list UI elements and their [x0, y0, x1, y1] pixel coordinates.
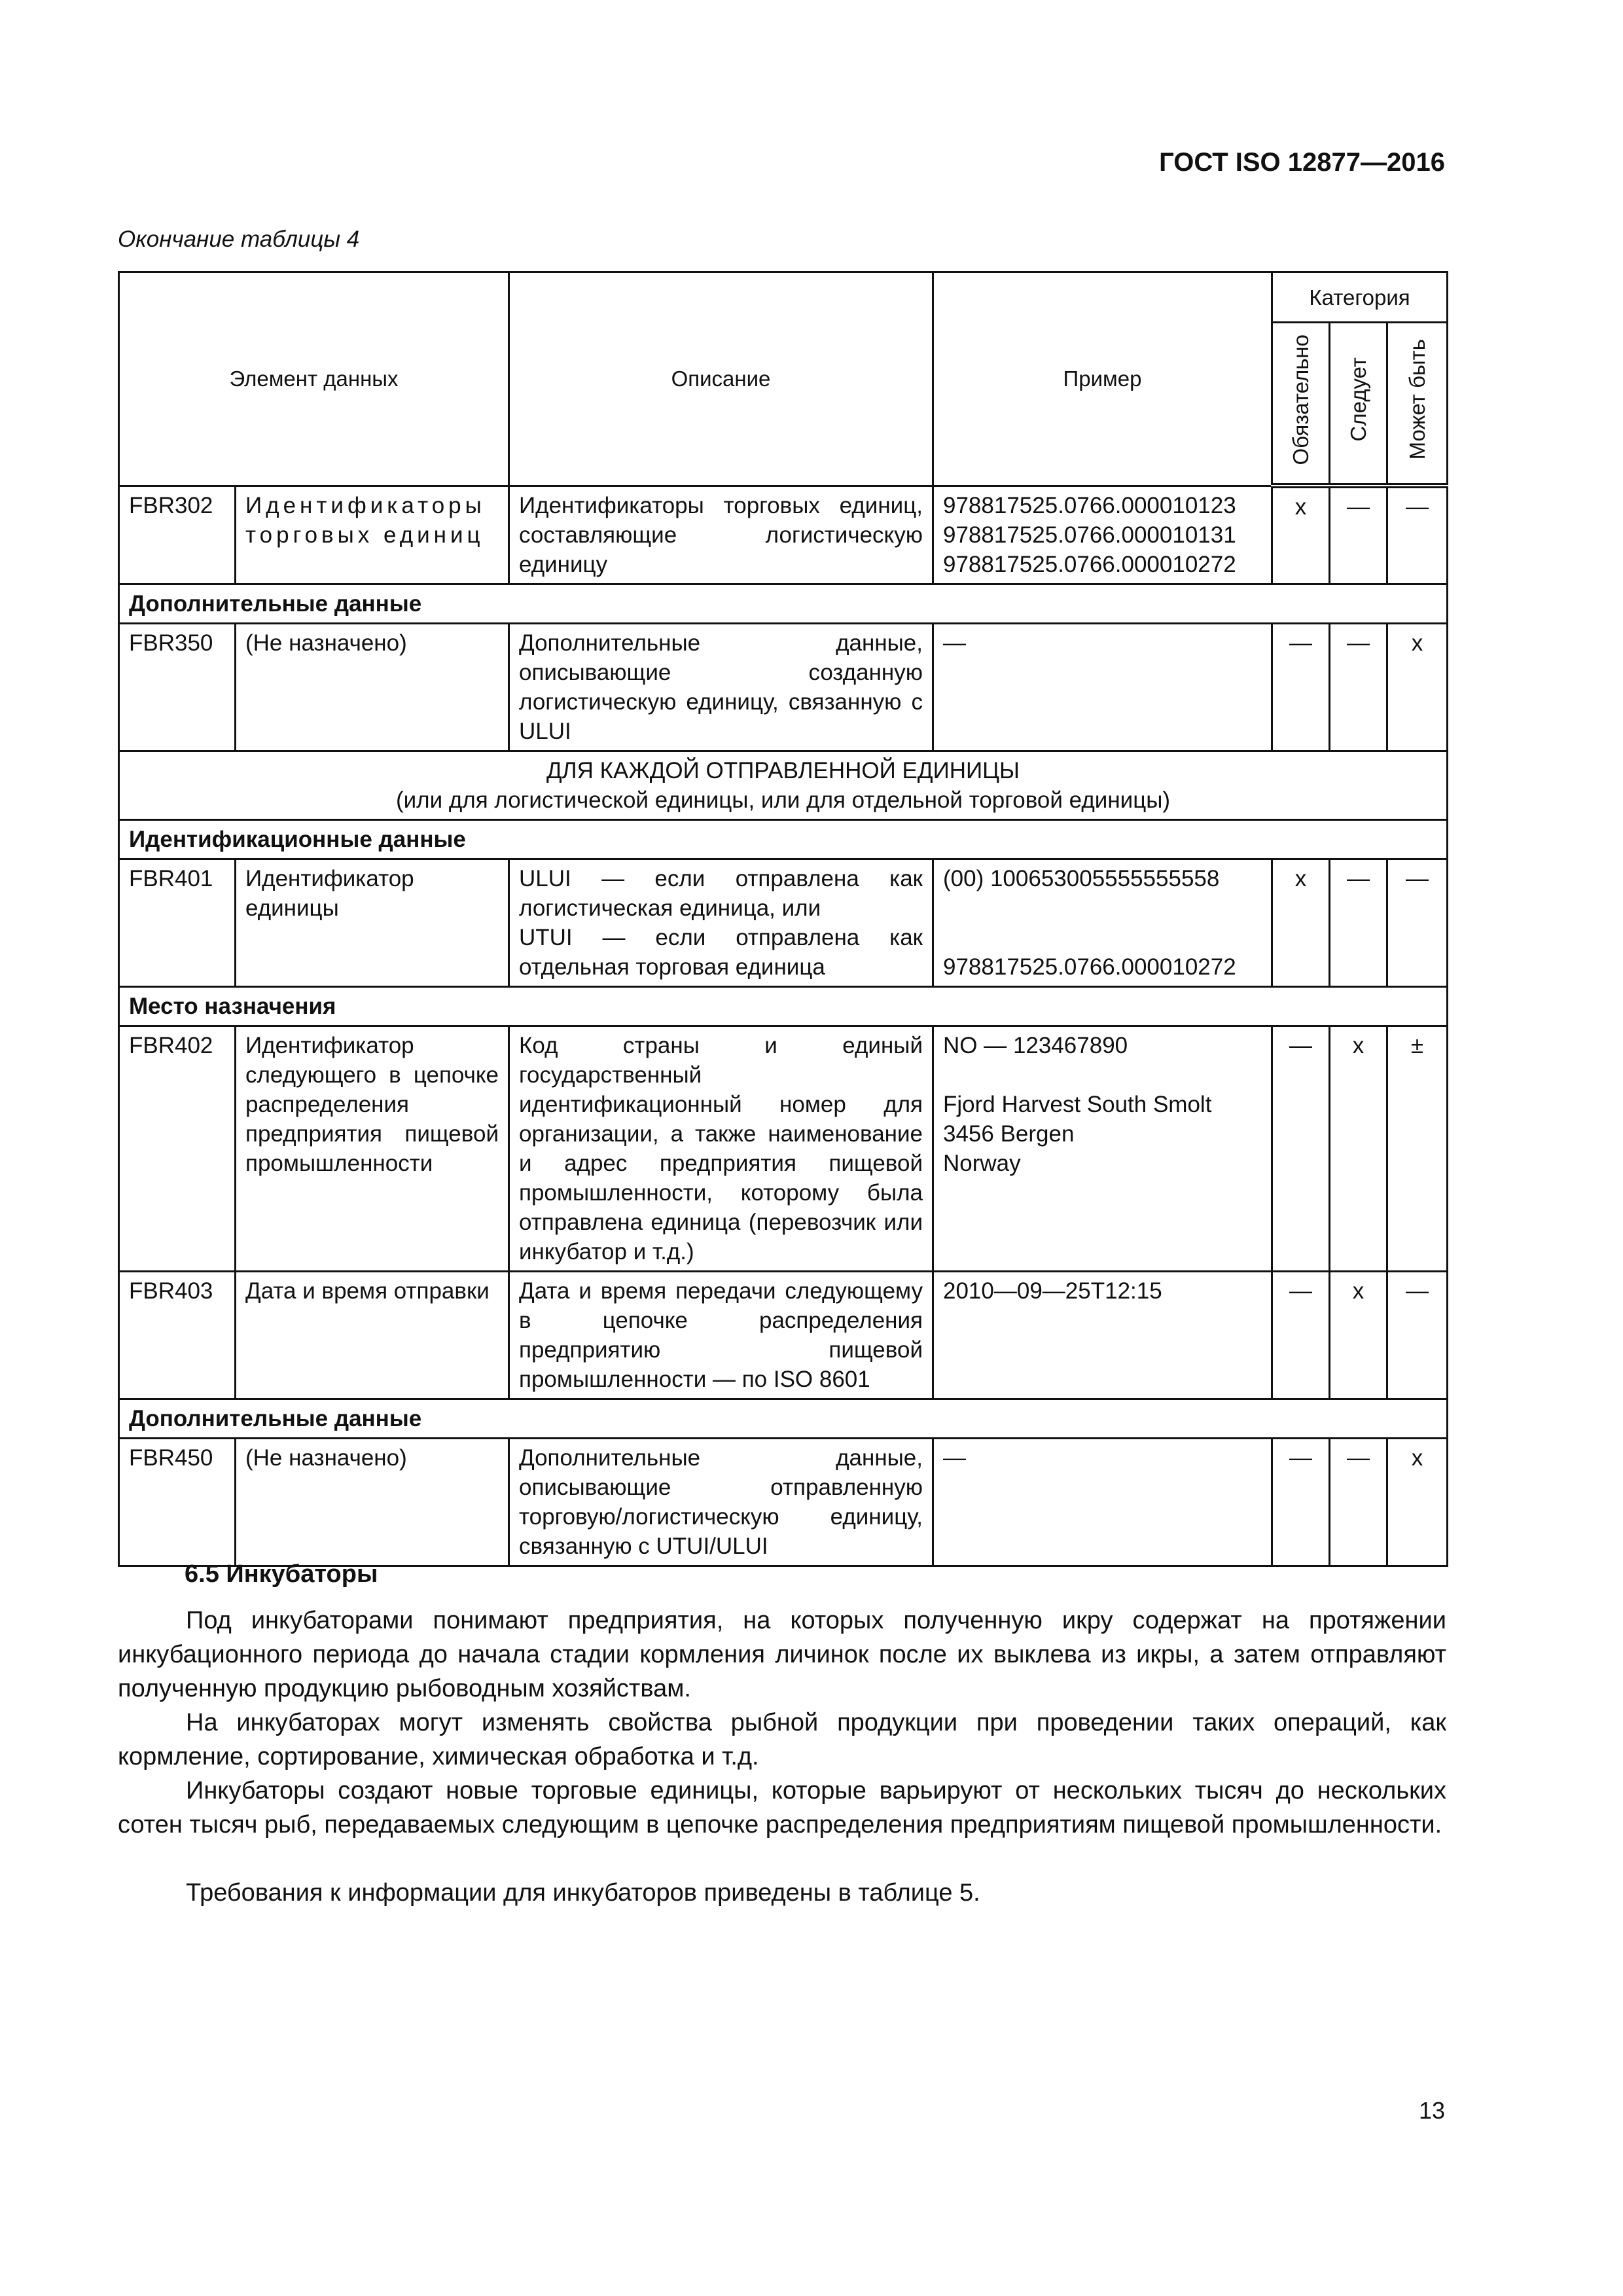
row-code: FBR402: [119, 1026, 236, 1271]
row-should: x: [1330, 1271, 1387, 1399]
row-description: Дополнительные данные, описывающие отправленную торговую/логистическую единицу, связанную с UTUI/ULUI: [509, 1438, 933, 1566]
row-may: —: [1387, 859, 1448, 986]
paragraph: Под инкубаторами понимают предприятия, на которых полученную икру содержат на протяжении инкубационного периода до начала стадии кормления личинок после их выклева из икры, а затем отправляют полученную продукцию рыбоводным хозяйствам.: [118, 1607, 1446, 1702]
table-caption: Окончание таблицы 4: [118, 226, 360, 252]
section-label: Место назначения: [119, 986, 1448, 1026]
header-description: Описание: [509, 272, 933, 486]
row-may: —: [1387, 1271, 1448, 1399]
table-row: [119, 623, 1448, 751]
row-name: Идентификаторы торговых единиц: [236, 486, 509, 584]
row-name: (Не назначено): [236, 1438, 509, 1566]
row-example: 2010—09—25T12:15: [933, 1271, 1272, 1399]
row-mandatory: —: [1272, 1271, 1330, 1399]
row-mandatory: —: [1272, 623, 1330, 751]
table-row: [119, 1271, 1448, 1399]
table-row: [119, 859, 1448, 986]
row-name: (Не назначено): [236, 623, 509, 751]
row-code: FBR403: [119, 1271, 236, 1399]
document-code: ГОСТ ISO 12877—2016: [1159, 148, 1445, 177]
section-heading: 6.5 Инкубаторы: [185, 1560, 378, 1588]
table-row: [119, 486, 1448, 584]
table-row: [119, 1438, 1448, 1566]
header-may: Может быть: [1387, 323, 1448, 486]
row-description: Идентификаторы торговых единиц, составляющие логистическую единицу: [509, 486, 933, 584]
section-row: [119, 1399, 1448, 1438]
header-mandatory: Обязательно: [1272, 323, 1330, 486]
row-should: —: [1330, 859, 1387, 986]
row-name: Идентификатор следующего в цепочке распределения предприятия пищевой промышленности: [236, 1026, 509, 1271]
row-should: —: [1330, 623, 1387, 751]
paragraph: На инкубаторах могут изменять свойства рыбной продукции при проведении таких операций, как кормление, сортирование, химическая обработка и т.д.: [118, 1709, 1446, 1770]
block-row: [119, 751, 1448, 819]
section-row: [119, 986, 1448, 1026]
row-mandatory: —: [1272, 1026, 1330, 1271]
row-example: (00) 100653005555555558 978817525.0766.000010272: [933, 859, 1272, 986]
row-example: NO — 123467890 Fjord Harvest South Smolt 3456 Bergen Norway: [933, 1026, 1272, 1271]
page-number: 13: [1418, 2097, 1445, 2124]
row-description: Дата и время передачи следующему в цепочке распределения предприятию пищевой промышленности — по ISO 8601: [509, 1271, 933, 1399]
block-subtitle: (или для логистической единицы, или для отдельной торговой единицы): [395, 787, 1171, 813]
section-label: Дополнительные данные: [119, 1399, 1448, 1438]
row-code: FBR302: [119, 486, 236, 584]
paragraph: Инкубаторы создают новые торговые единицы, которые варьируют от нескольких тысяч до нескольких сотен тысяч рыб, передаваемых следующим в цепочке распределения предприятиям пищевой промышленности.: [118, 1777, 1446, 1839]
row-example: —: [933, 623, 1272, 751]
row-may: ±: [1387, 1026, 1448, 1271]
row-name: Дата и время отправки: [236, 1271, 509, 1399]
block-heading: [119, 751, 1448, 819]
paragraph: Требования к информации для инкубаторов приведены в таблице 5.: [186, 1879, 980, 1907]
data-table: [118, 271, 1448, 1567]
row-code: FBR401: [119, 859, 236, 986]
header-example: Пример: [933, 272, 1272, 486]
section-row: [119, 819, 1448, 859]
row-mandatory: x: [1272, 859, 1330, 986]
section-row: [119, 584, 1448, 623]
block-title: ДЛЯ КАЖДОЙ ОТПРАВЛЕННОЙ ЕДИНИЦЫ: [546, 757, 1020, 783]
row-should: x: [1330, 1026, 1387, 1271]
row-code: FBR350: [119, 623, 236, 751]
row-mandatory: —: [1272, 1438, 1330, 1566]
row-may: x: [1387, 623, 1448, 751]
row-mandatory: x: [1272, 486, 1330, 584]
row-example: —: [933, 1438, 1272, 1566]
header-element: Элемент данных: [119, 272, 509, 486]
row-may: —: [1387, 486, 1448, 584]
section-label: Идентификационные данные: [119, 819, 1448, 859]
header-should: Следует: [1330, 323, 1387, 486]
row-description: Код страны и единый государственный идентификационный номер для организации, а также наименование и адрес предприятия пищевой промышленности, которому была отправлена единица (перевозчик или инкубатор и т.д.): [509, 1026, 933, 1271]
row-should: —: [1330, 486, 1387, 584]
row-code: FBR450: [119, 1438, 236, 1566]
header-category: Категория: [1272, 272, 1448, 323]
row-may: x: [1387, 1438, 1448, 1566]
row-should: —: [1330, 1438, 1387, 1566]
row-example: 978817525.0766.000010123 978817525.0766.000010131 978817525.0766.000010272: [933, 486, 1272, 584]
row-name: Идентификатор единицы: [236, 859, 509, 986]
section-label: Дополнительные данные: [119, 584, 1448, 623]
row-description: ULUI — если отправлена как логистическая единица, или UTUI — если отправлена как отдельная торговая единица: [509, 859, 933, 986]
table-row: [119, 1026, 1448, 1271]
row-description: Дополнительные данные, описывающие созданную логистическую единицу, связанную с ULUI: [509, 623, 933, 751]
